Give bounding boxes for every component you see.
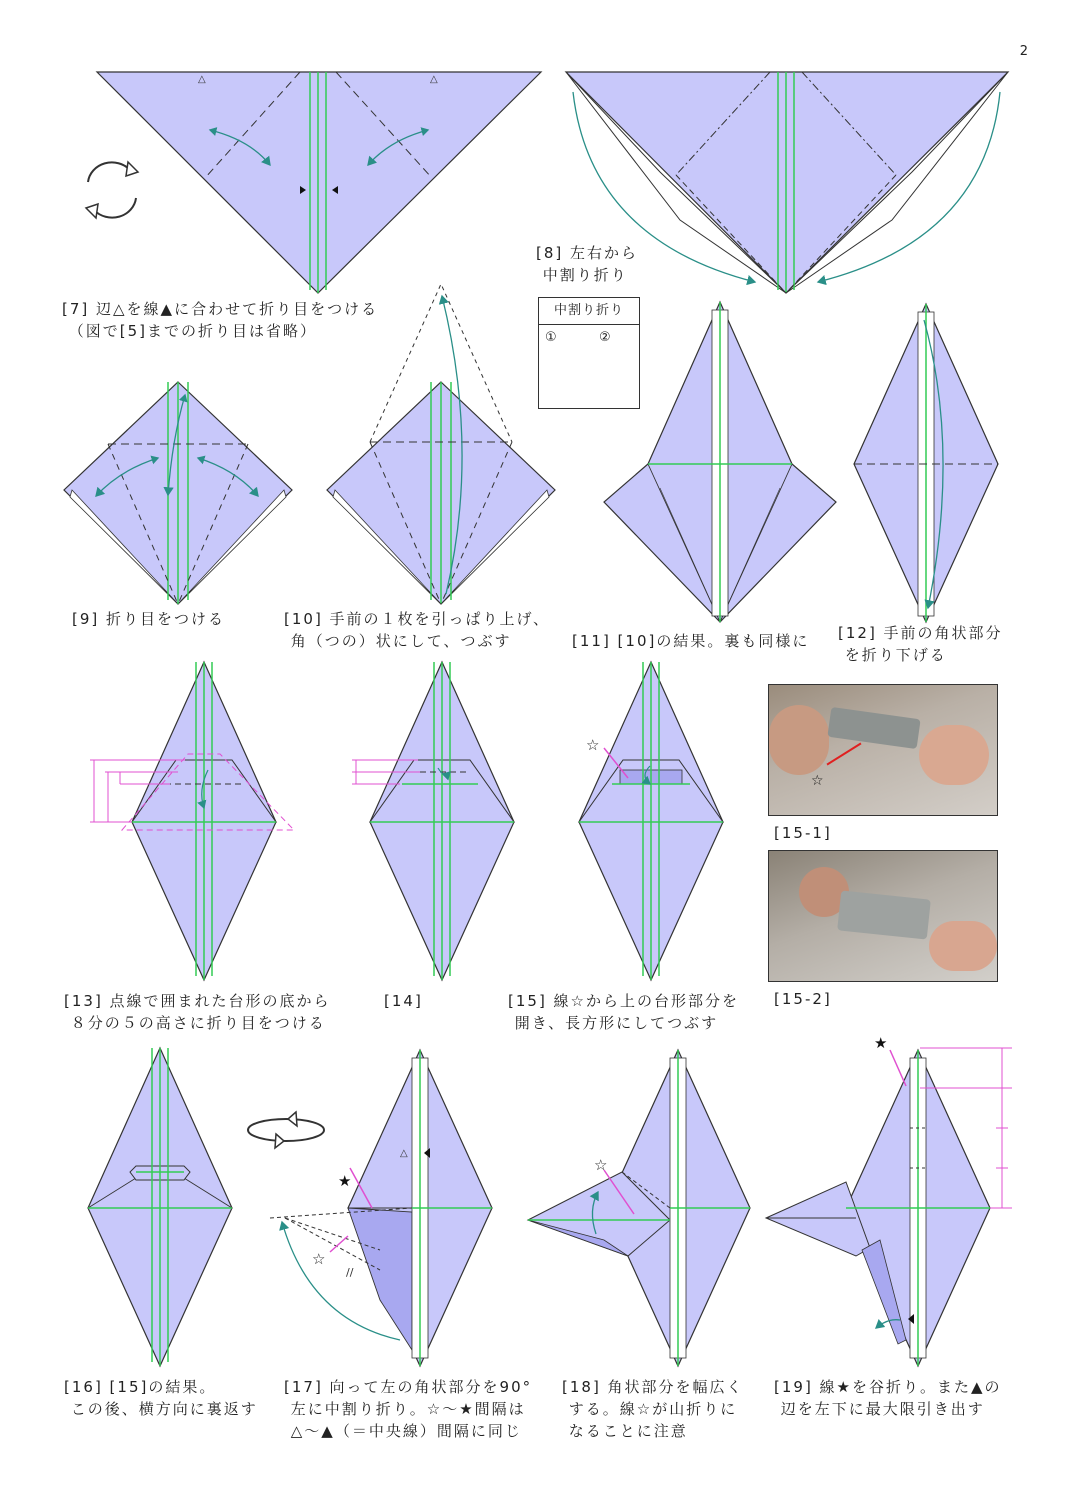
- triangle-open-marker: △: [400, 1148, 408, 1159]
- caption-step19: [19] 線★を谷折り。また▲の 辺を左下に最大限引き出す: [774, 1378, 1002, 1418]
- caption-step18: [18] 角状部分を幅広く する。線☆が山折りに なることに注意: [562, 1378, 744, 1440]
- inset-step1: ①: [545, 330, 557, 345]
- turn-over-sideways-icon: [248, 1112, 324, 1148]
- caption-step16: [16] [15]の結果。 この後、横方向に裏返す: [64, 1378, 258, 1418]
- step12-figure: [854, 304, 998, 622]
- triangle-open-marker: △: [198, 74, 206, 85]
- caption-step15-2: [15-2]: [774, 990, 832, 1008]
- turn-over-icon: [86, 162, 138, 218]
- caption-step10: [10] 手前の１枚を引っぱり上げ、 角（つの）状にして、つぶす: [284, 610, 550, 650]
- caption-step14: [14]: [384, 992, 423, 1010]
- inset-step2: ②: [599, 330, 611, 345]
- step9-figure: [64, 382, 292, 604]
- white-star-label: ☆: [811, 773, 824, 789]
- caption-step7: [7] 辺△を線▲に合わせて折り目をつける （図で[5]までの折り目は省略）: [62, 300, 379, 340]
- step15-figure: [579, 662, 723, 980]
- caption-step12: [12] 手前の角状部分 を折り下げる: [838, 624, 1003, 664]
- black-star-label: ★: [338, 1172, 352, 1190]
- black-star-label: ★: [874, 1034, 888, 1052]
- step17-figure: [270, 1050, 492, 1366]
- caption-step11: [11] [10]の結果。裏も同様に: [572, 632, 810, 650]
- step16-figure: [88, 1048, 324, 1366]
- photo-step15-1: [768, 684, 998, 816]
- caption-step15: [15] 線☆から上の台形部分を 開き、長方形にしてつぶす: [508, 992, 740, 1032]
- caption-step8: [8] 左右から 中割り折り: [536, 244, 639, 284]
- page-number: 2: [1019, 44, 1028, 59]
- inside-reverse-fold-inset: [538, 297, 640, 409]
- white-star-label: ☆: [594, 1156, 608, 1174]
- photo-step15-2: [768, 850, 998, 982]
- inset-title: 中割り折り: [539, 298, 639, 325]
- caption-step13: [13] 点線で囲まれた台形の底から ８分の５の高さに折り目をつける: [64, 992, 331, 1032]
- caption-step15-1: [15-1]: [774, 824, 832, 842]
- parallel-mark: //: [346, 1266, 354, 1279]
- step7-figure: [86, 72, 541, 293]
- triangle-open-marker: △: [430, 74, 438, 85]
- caption-step17: [17] 向って左の角状部分を90° 左に中割り折り。☆～★間隔は △～▲（＝中央線）間隔に同じ: [284, 1378, 533, 1440]
- caption-step9: [9] 折り目をつける: [72, 610, 226, 628]
- step14-figure: [352, 662, 514, 980]
- step13-figure: [90, 662, 294, 980]
- white-star-label: ☆: [312, 1250, 326, 1268]
- white-star-label: ☆: [586, 736, 600, 754]
- step18-figure: [528, 1050, 750, 1366]
- step19-figure: [766, 1034, 1012, 1366]
